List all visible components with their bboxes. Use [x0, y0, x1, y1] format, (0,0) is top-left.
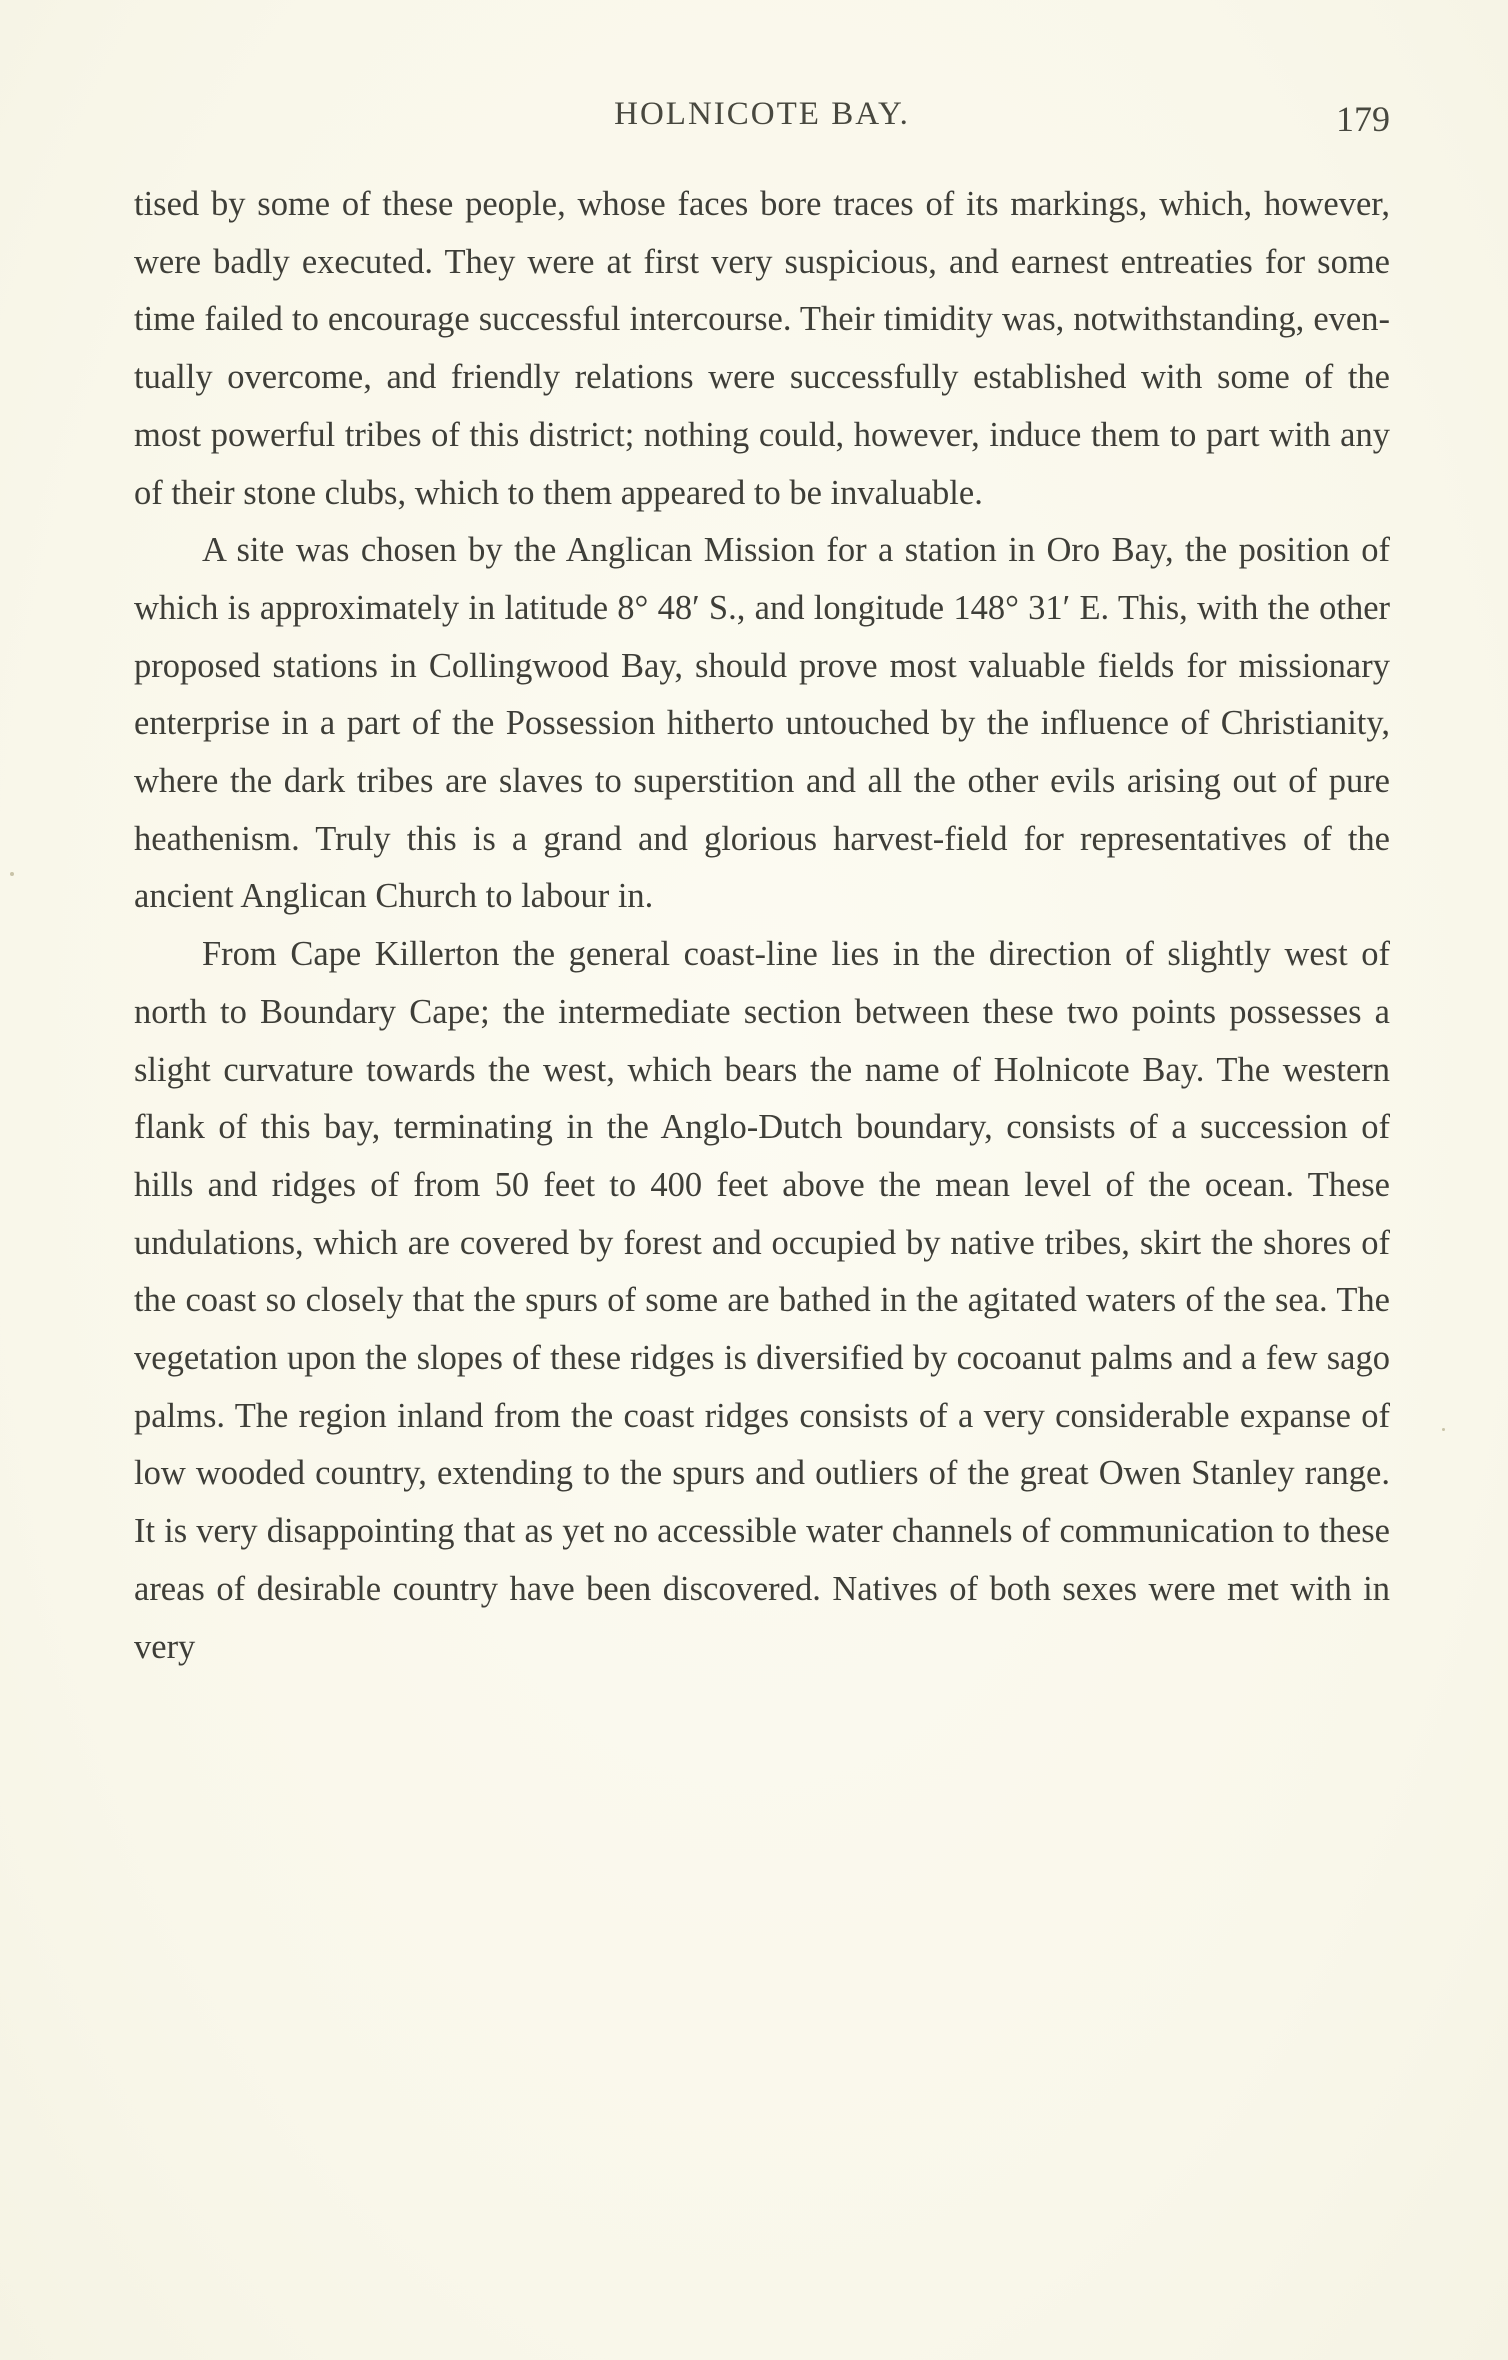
paper-speck	[10, 872, 14, 876]
running-header	[134, 96, 1390, 140]
paragraph-continuation: tised by some of these people, whose faces bore traces of its markings, which, however, were badly executed. They were at first very suspicious, and earnest entreaties for some time failed to encourage successful intercourse. Their timidity was, notwithstanding, eventually overcome, and friendly relations were successfully established with some of the most powerful tribes of this district; nothing could, however, induce them to part with any of their stone clubs, which to them appeared to be invaluable.	[134, 185, 1390, 512]
body-text	[134, 176, 1390, 1676]
paragraph-anglican-mission: A site was chosen by the Anglican Mission for a station in Oro Bay, the position of which is approximately in latitude 8° 48′ S., and longitude 148° 31′ E. This, with the other proposed stations in Collingwood Bay, should prove most valuable fields for missionary enterprise in a part of the Possession hitherto untouched by the influence of Christianity, where the dark tribes are slaves to superstition and all the other evils arising out of pure heathenism. Truly this is a grand and glorious harvest-field for representatives of the ancient Anglican Church to labour in.	[134, 531, 1390, 916]
running-title: HOLNICOTE BAY.	[614, 96, 910, 132]
page-number: 179	[1336, 99, 1390, 139]
paragraph-holnicote-coastline: From Cape Killerton the general coast-line lies in the direction of slightly west of north to Boundary Cape; the intermediate section between these two points possesses a slight curvature towards the west, which bears the name of Holnicote Bay. The western flank of this bay, terminating in the Anglo-Dutch boundary, consists of a succession of hills and ridges of from 50 feet to 400 feet above the mean level of the ocean. These undulations, which are covered by forest and occupied by native tribes, skirt the shores of the coast so closely that the spurs of some are bathed in the agitated waters of the sea. The vegetation upon the slopes of these ridges is diversified by cocoanut palms and a few sago palms. The region inland from the coast ridges consists of a very considerable expanse of low wooded country, extending to the spurs and outliers of the great Owen Stanley range. It is very disappointing that as yet no accessible water channels of communication to these areas of desirable country have been discovered. Natives of both sexes were met with in very	[134, 935, 1390, 1666]
paper-speck	[1442, 1428, 1445, 1431]
